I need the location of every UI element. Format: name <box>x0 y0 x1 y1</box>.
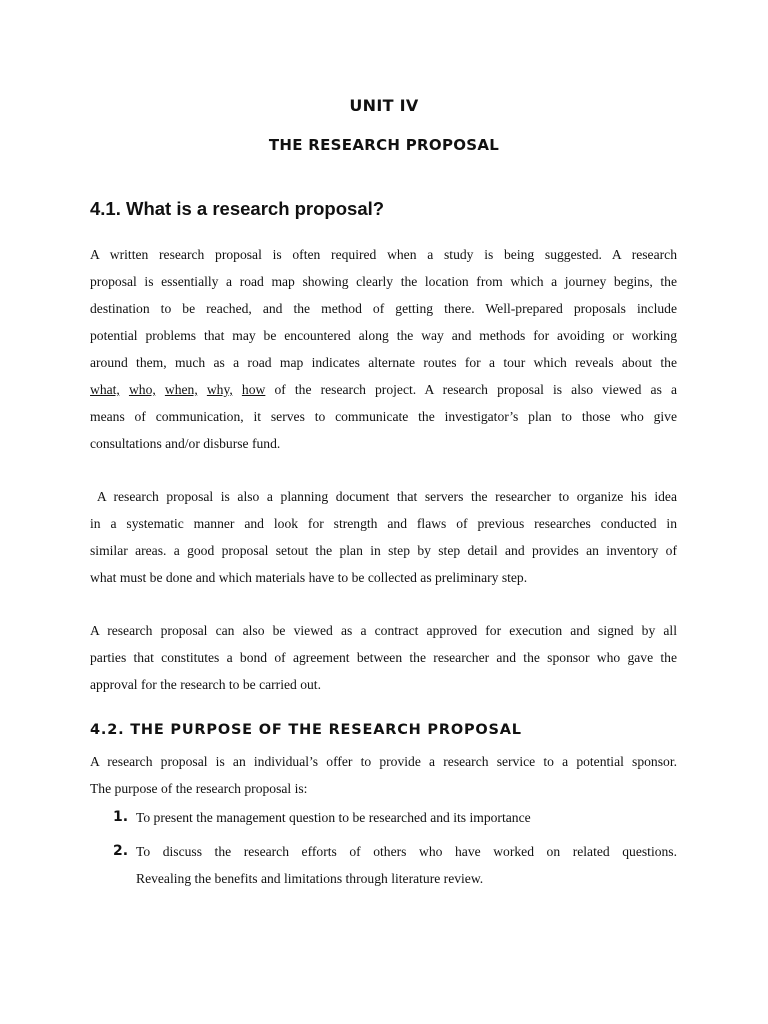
underlined-word-how: how <box>241 382 266 397</box>
text-line: destination to be reached, and the method of getting there. Well-prepared proposals include <box>90 301 677 316</box>
paragraph-contract <box>90 617 677 698</box>
text-line: consultations and/or disburse fund. <box>90 436 281 451</box>
underlined-word-what: what, <box>90 382 120 397</box>
text-line: parties that constitutes a bond of agreement between the researcher and the sponsor who gave the <box>90 650 677 665</box>
underlined-word-who: who, <box>128 382 156 397</box>
unit-title: UNIT IV <box>349 96 419 115</box>
underlined-word-why: why, <box>206 382 233 397</box>
list-number: 2. <box>113 843 129 859</box>
text-line: potential problems that may be encountered along the way and methods for avoiding or working <box>90 328 677 343</box>
paragraph-research-proposal-definition <box>90 241 677 457</box>
text-line: in a systematic manner and look for strength and flaws of previous researches conducted in <box>90 516 677 531</box>
text-line: proposal is essentially a road map showing clearly the location from which a journey begins, the <box>90 274 677 289</box>
text-line-rest: of the research project. A research proposal is also viewed as a <box>274 382 678 397</box>
text-line: A research proposal is an individual’s offer to provide a research service to a potential sponsor. <box>90 754 677 769</box>
list-item-text <box>136 838 677 892</box>
text-line-with-underlines <box>90 376 677 403</box>
text-line: means of communication, it serves to communicate the investigator’s plan to those who give <box>90 409 677 424</box>
text-line: A research proposal is also a planning document that servers the researcher to organize his idea <box>90 489 677 504</box>
text-line: To discuss the research efforts of others who have worked on related questions. <box>136 844 677 859</box>
underlined-word-when: when, <box>164 382 198 397</box>
document-title: THE RESEARCH PROPOSAL <box>268 136 500 154</box>
list-item-text <box>136 804 677 831</box>
text-line: A research proposal can also be viewed as a contract approved for execution and signed by all <box>90 623 677 638</box>
text-line: approval for the research to be carried out. <box>90 677 321 692</box>
text-line: Revealing the benefits and limitations through literature review. <box>136 871 484 886</box>
text-line: To present the management question to be researched and its importance <box>136 810 531 825</box>
paragraph-purpose-intro <box>90 748 677 802</box>
list-number: 1. <box>113 809 129 825</box>
text-line: what must be done and which materials have to be collected as preliminary step. <box>90 570 528 585</box>
section-heading-4-1: 4.1. What is a research proposal? <box>90 198 385 219</box>
text-line: similar areas. a good proposal setout the plan in step by step detail and provides an inventory of <box>90 543 677 558</box>
text-line: A written research proposal is often required when a study is being suggested. A research <box>90 247 677 262</box>
text-line: The purpose of the research proposal is: <box>90 781 308 796</box>
paragraph-planning-document <box>90 483 677 591</box>
section-heading-4-2: 4.2. THE PURPOSE OF THE RESEARCH PROPOSAL <box>90 722 522 738</box>
text-line: around them, much as a road map indicates alternate routes for a tour which reveals about the <box>90 355 677 370</box>
